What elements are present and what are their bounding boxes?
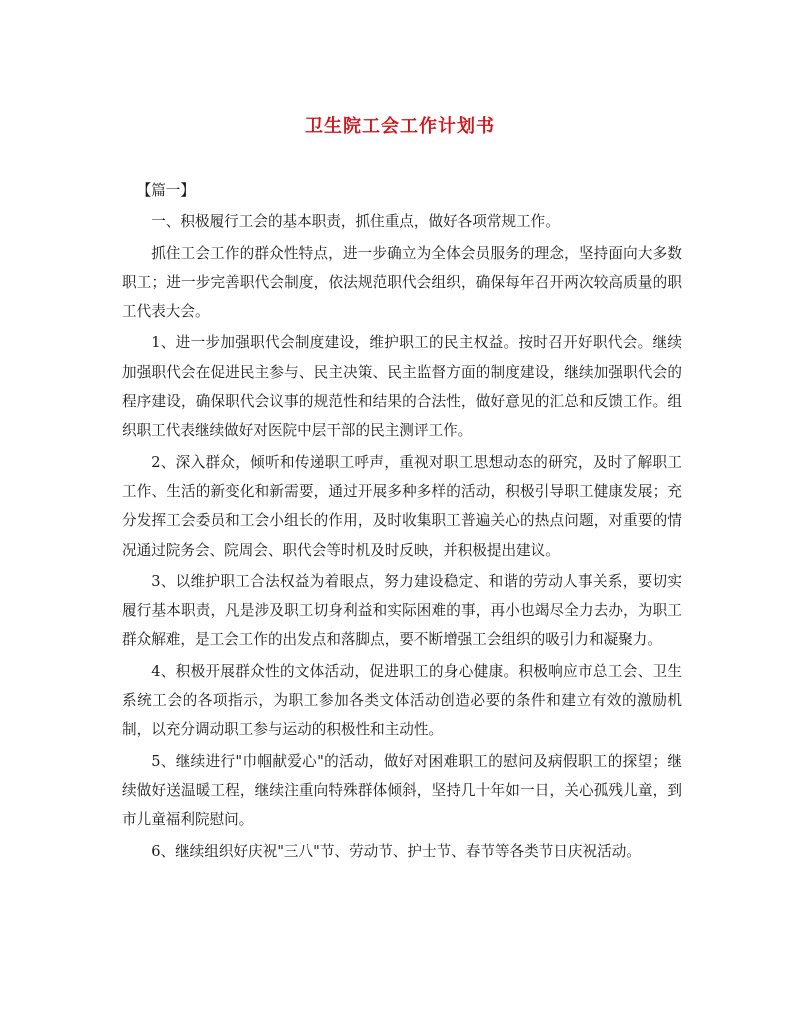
paragraph-item-2: 2、深入群众，倾听和传递职工呼声，重视对职工思想动态的研究，及时了解职工工作、生活的新变化和新需要，通过开展多种多样的活动，积极引导职工健康发展；充分发挥工会委员和工会小组长的作用，及时收集职工普遍关心的热点问题，对重要的情况通过院务会、院周会、职代会等时机及时反映，并积极提出建议。: [122, 453, 682, 559]
paragraph-heading-1: 一、积极履行工会的基本职责，抓住重点，做好各项常规工作。: [151, 213, 560, 231]
paragraph-item-5: 5、继续进行"巾帼献爱心"的活动，做好对困难职工的慰问及病假职工的探望；继续做好送温暖工程，继续注重向特殊群体倾斜，坚持几十年如一日，关心孤残儿童，到市儿童福利院慰问。: [122, 752, 682, 829]
paragraph-item-6: 6、继续组织好庆祝"三八"节、劳动节、护士节、春节等各类节日庆祝活动。: [151, 842, 641, 860]
paragraph-item-1: 1、进一步加强职代会制度建设，维护职工的民主权益。按时召开好职代会。继续加强职代会在促进民主参与、民主决策、民主监督方面的制度建设，继续加强职代会的程序建设，确保职代会议事的规范性和结果的合法性，做好意见的汇总和反馈工作。组织职工代表继续做好对医院中层干部的民主测评工作。: [122, 334, 682, 440]
paragraph-item-3: 3、以维护职工合法权益为着眼点，努力建设稳定、和谐的劳动人事关系，要切实履行基本职责，凡是涉及职工切身利益和实际困难的事，再小也竭尽全力去办，为职工群众解难，是工会工作的出发点和落脚点，要不断增强工会组织的吸引力和凝聚力。: [122, 572, 682, 649]
section-label: 【篇一】: [136, 182, 195, 199]
document-body: [122, 176, 682, 866]
document-title: 卫生院工会工作计划书: [305, 116, 495, 137]
paragraph: 抓住工会工作的群众性特点，进一步确立为全体会员服务的理念，坚持面向大多数职工；进一步完善职代会制度，依法规范职代会组织，确保每年召开两次较高质量的职工代表大会。: [122, 244, 682, 321]
paragraph-item-4: 4、积极开展群众性的文体活动，促进职工的身心健康。积极响应市总工会、卫生系统工会的各项指示，为职工参加各类文体活动创造必要的条件和建立有效的激励机制，以充分调动职工参与运动的积极性和主动性。: [122, 662, 682, 739]
